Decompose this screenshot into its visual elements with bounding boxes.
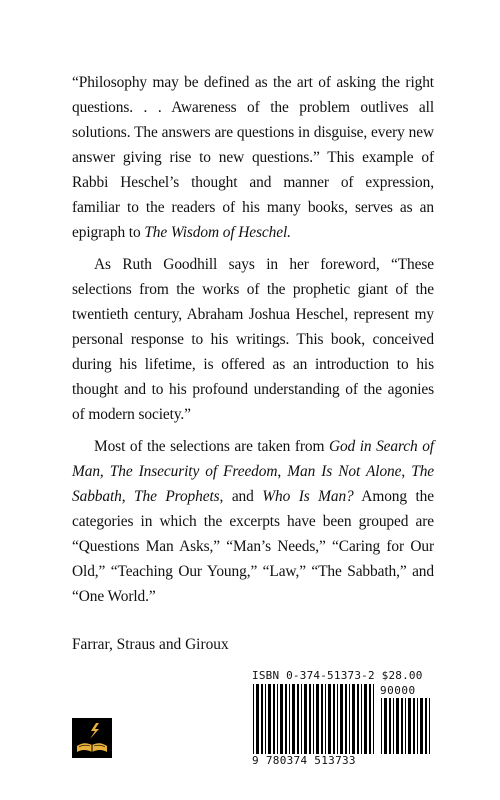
- p3-title-2: The Insecurity of Freedom: [109, 463, 278, 480]
- back-cover-text: [72, 70, 434, 616]
- isbn-price-line: ISBN 0-374-51373-2 $28.00: [252, 669, 423, 682]
- p3-text: Most of the selections are taken from: [94, 438, 329, 455]
- p3-title-5: The Prophets: [134, 488, 220, 505]
- p3-sep-4: ,: [121, 488, 135, 505]
- paragraph-1: [72, 70, 434, 245]
- p3-title-3: Man Is Not Alone: [287, 463, 402, 480]
- paragraph-3: [72, 434, 434, 609]
- p3-title-4: The Sabbath: [72, 463, 435, 505]
- barcode-digits: 9 780374 513733: [252, 754, 356, 767]
- p3-title-1: God in Search of Man: [72, 438, 434, 480]
- isbn-barcode: [252, 684, 376, 754]
- publisher-name: Farrar, Straus and Giroux: [72, 636, 229, 653]
- barcode-addon-code: 90000: [380, 684, 416, 697]
- p3-title-6: Who Is Man?: [262, 488, 354, 505]
- p1-book-title: The Wisdom of Heschel.: [144, 224, 291, 241]
- p3-sep-5: , and: [219, 488, 263, 505]
- price-addon-barcode: [380, 698, 434, 754]
- p3-sep-2: ,: [277, 463, 288, 480]
- publisher-logo: [72, 718, 112, 758]
- p1-text: “Philosophy may be defined as the art of asking the right questions. . . Awareness of the problem outlives all solutions. The answers are questions in disguise, every new answer giving rise to new questions.” This example of Rabbi Heschel’s thought and manner of expression, familiar to the readers of his many books, serves as an epigraph to: [72, 74, 434, 241]
- p3-tail: Among the categories in which the excerpts have been grouped are “Questions Man Asks,” “Man’s Needs,” “Caring for Our Old,” “Teaching Our Young,” “Law,” “The Sabbath,” and “One World.”: [72, 488, 435, 605]
- paragraph-2: As Ruth Goodhill says in her foreword, “These selections from the works of the prophetic giant of the twentieth century, Abraham Joshua Heschel, represent my personal response to his writings. This book, conceived during his lifetime, is offered as an introduction to his thought and to his profound understanding of the agonies of modern society.”: [72, 256, 434, 423]
- p3-sep-3: ,: [401, 463, 412, 480]
- p3-sep-1: ,: [99, 463, 110, 480]
- open-book-lightning-icon: [72, 718, 112, 758]
